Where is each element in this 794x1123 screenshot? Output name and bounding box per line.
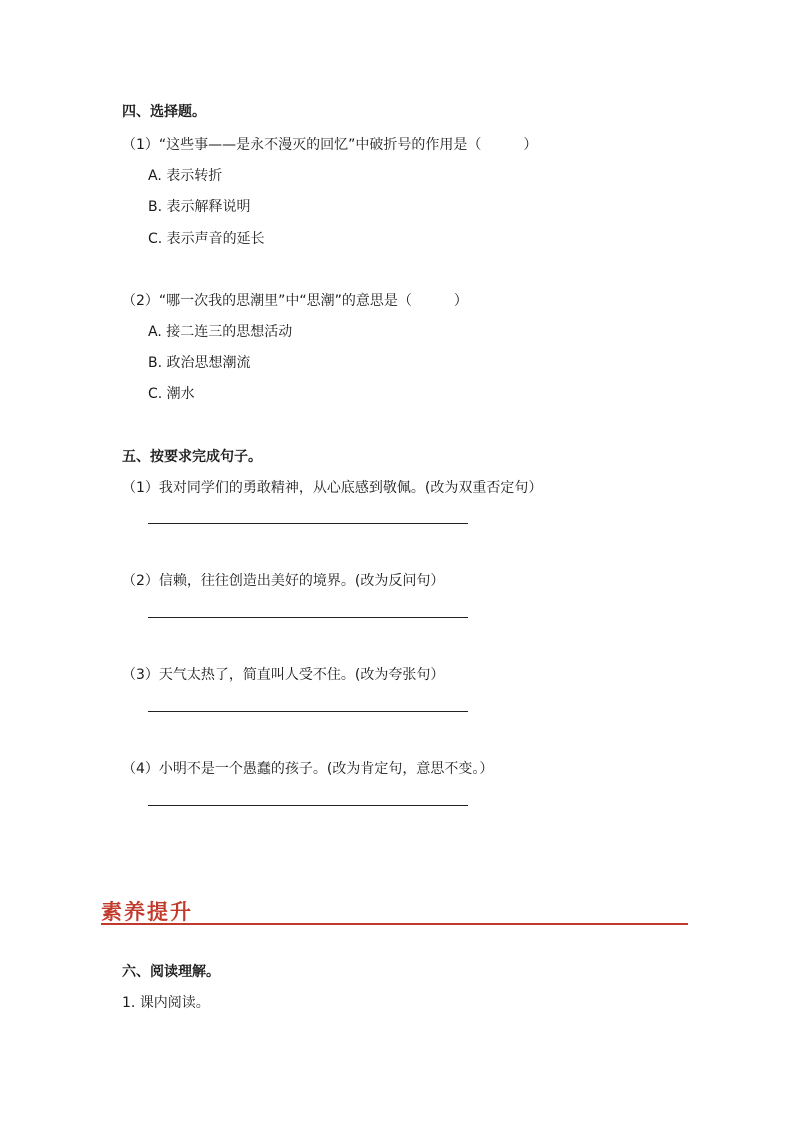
question-4-2-stem: （2）“哪一次我的思潮里”中“思潮”的意思是（ ）	[122, 293, 468, 309]
question-4-1-option-a[interactable]: A. 表示转折	[148, 168, 223, 184]
question-4-2-option-b[interactable]: B. 政治思想潮流	[148, 355, 251, 371]
section-4-heading: 四、选择题。	[122, 104, 206, 120]
section-banner-title: 素养提升	[101, 899, 193, 924]
question-4-1-stem: （1）“这些事——是永不漫灭的回忆”中破折号的作用是（ ）	[122, 137, 538, 153]
question-5-4: （4）小明不是一个愚蠢的孩子。(改为肯定句，意思不变。）	[122, 761, 494, 777]
answer-line-5-2[interactable]	[148, 617, 468, 618]
section-banner-rule	[101, 923, 688, 925]
section-5-heading: 五、按要求完成句子。	[122, 449, 262, 465]
question-4-1-option-b[interactable]: B. 表示解释说明	[148, 199, 251, 215]
question-5-1: （1）我对同学们的勇敢精神，从心底感到敬佩。(改为双重否定句）	[122, 480, 543, 496]
answer-line-5-1[interactable]	[148, 523, 468, 524]
answer-line-5-4[interactable]	[148, 805, 468, 806]
question-5-3: （3）天气太热了，简直叫人受不住。(改为夸张句）	[122, 667, 445, 683]
question-4-2-option-a[interactable]: A. 接二连三的思想活动	[148, 324, 293, 340]
question-4-1-option-c[interactable]: C. 表示声音的延长	[148, 231, 265, 247]
section-6-item-1: 1. 课内阅读。	[122, 995, 210, 1011]
question-5-2: （2）信赖，往往创造出美好的境界。(改为反问句）	[122, 573, 445, 589]
question-4-2-option-c[interactable]: C. 潮水	[148, 386, 195, 402]
section-6-heading: 六、阅读理解。	[122, 964, 220, 980]
answer-line-5-3[interactable]	[148, 711, 468, 712]
